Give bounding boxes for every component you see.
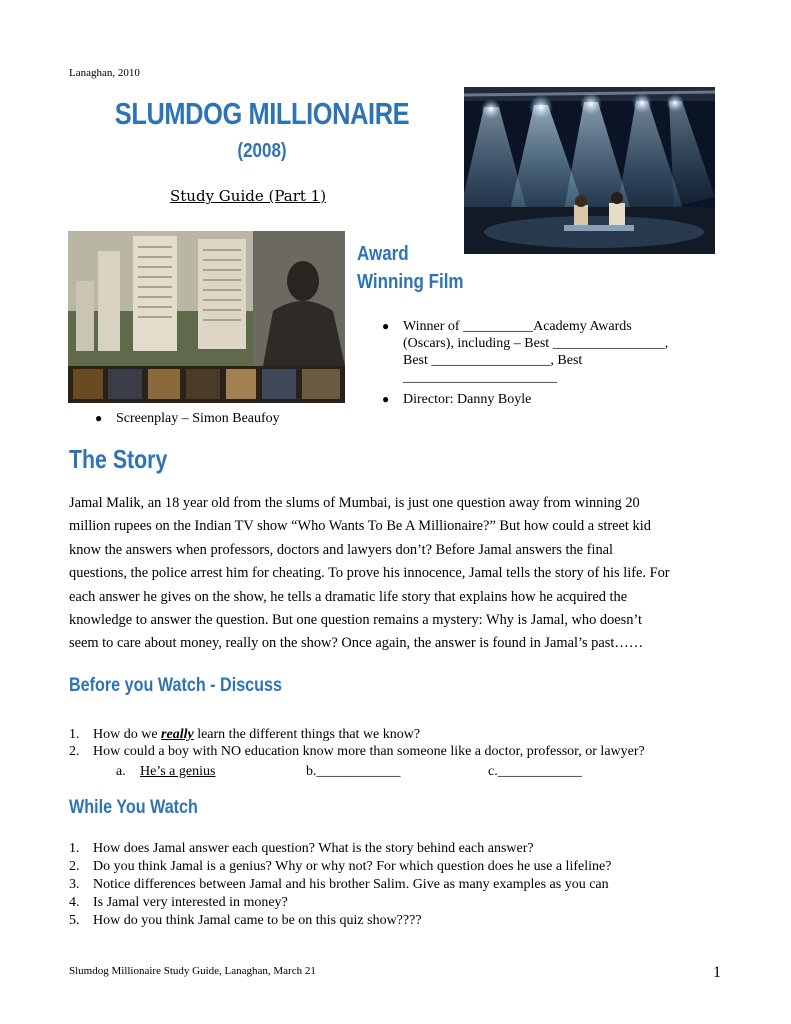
author-year: Lanaghan, 2010 <box>69 67 140 79</box>
award-winner-line2: (Oscars), including – Best ________________, <box>403 336 669 351</box>
list-number: 2. <box>69 744 80 759</box>
mumbai-city-collage-photo <box>68 231 345 403</box>
page-footer: Slumdog Millionaire Study Guide, Lanaghan, March 21 <box>69 965 316 977</box>
subtitle: Study Guide (Part 1) <box>170 187 327 205</box>
list-number: 5. <box>69 913 80 928</box>
bullet-icon: ● <box>95 411 103 425</box>
story-line: know the answers when professors, doctors and lawyers don’t? Before Jamal answers the final <box>69 541 614 558</box>
while-item-text: How do you think Jamal came to be on this quiz show???? <box>93 913 422 928</box>
while-item-5 <box>69 912 422 929</box>
list-number: 3. <box>69 877 80 892</box>
answer-label: a. <box>116 764 126 779</box>
award-winner-line3: Best _________________, Best <box>403 353 583 368</box>
while-item-text: Is Jamal very interested in money? <box>93 895 288 910</box>
story-line: seem to care about money, really on the show? Once again, the answer is found in Jamal’s past…… <box>69 635 644 652</box>
before-question-1 <box>69 726 420 743</box>
director-text: Director: Danny Boyle <box>403 392 532 407</box>
bullet-icon: ● <box>382 392 390 406</box>
question-text: How could a boy with NO education know more than someone like a doctor, professor, or lawyer? <box>93 744 645 759</box>
page-title: SLUMDOG MILLIONAIRE <box>114 96 410 131</box>
award-winner-line1: Winner of __________Academy Awards <box>403 319 632 334</box>
award-heading-line1: Award <box>357 243 409 265</box>
quiz-show-stage-photo <box>464 87 715 254</box>
before-watch-heading: Before you Watch - Discuss <box>69 675 282 696</box>
answer-b-blank: b.____________ <box>306 764 401 779</box>
award-bullet-director <box>382 391 532 408</box>
bullet-icon: ● <box>382 319 390 333</box>
award-bullet-winner <box>382 318 669 386</box>
while-item-2 <box>69 858 611 875</box>
answer-a-text: He’s a genius <box>140 764 216 779</box>
story-paragraph <box>69 492 729 656</box>
title-year: (2008) <box>237 140 287 162</box>
award-heading-line2: Winning Film <box>357 271 464 293</box>
before-question-2 <box>69 743 645 760</box>
while-item-3 <box>69 876 609 893</box>
answer-a <box>116 763 215 780</box>
while-item-text: Notice differences between Jamal and his brother Salim. Give as many examples as you can <box>93 877 609 892</box>
page-number: 1 <box>713 964 721 981</box>
story-line: knowledge to answer the question. But one question remains a mystery: Why is Jamal, who doesn’t <box>69 612 642 629</box>
while-item-1 <box>69 840 534 857</box>
question-text: learn the different things that we know? <box>193 727 421 742</box>
screenplay-text: Screenplay – Simon Beaufoy <box>116 411 280 426</box>
while-item-text: How does Jamal answer each question? What is the story behind each answer? <box>93 841 534 856</box>
while-item-4 <box>69 894 288 911</box>
list-number: 2. <box>69 859 80 874</box>
answer-c-blank: c.____________ <box>488 764 582 779</box>
award-winner-line4: ______________________ <box>403 370 557 385</box>
list-number: 1. <box>69 727 80 742</box>
list-number: 4. <box>69 895 80 910</box>
story-line: each answer he gives on the show, he tells a dramatic life story that explains how he acquired the <box>69 588 628 605</box>
story-heading: The Story <box>69 444 168 474</box>
while-item-text: Do you think Jamal is a genius? Why or why not? For which question does he use a lifeline? <box>93 859 612 874</box>
list-number: 1. <box>69 841 80 856</box>
emphasis-really: really <box>161 727 194 742</box>
while-watch-heading: While You Watch <box>69 797 198 818</box>
story-line: million rupees on the Indian TV show “Who Wants To Be A Millionaire?” But how could a street kid <box>69 518 651 535</box>
story-line: questions, the police arrest him for cheating. To prove his innocence, Jamal tells the story of his life. For <box>69 565 670 582</box>
question-text: How do we <box>93 727 162 742</box>
story-line: Jamal Malik, an 18 year old from the slums of Mumbai, is just one question away from winning 20 <box>69 495 640 511</box>
screenplay-bullet <box>95 410 280 427</box>
